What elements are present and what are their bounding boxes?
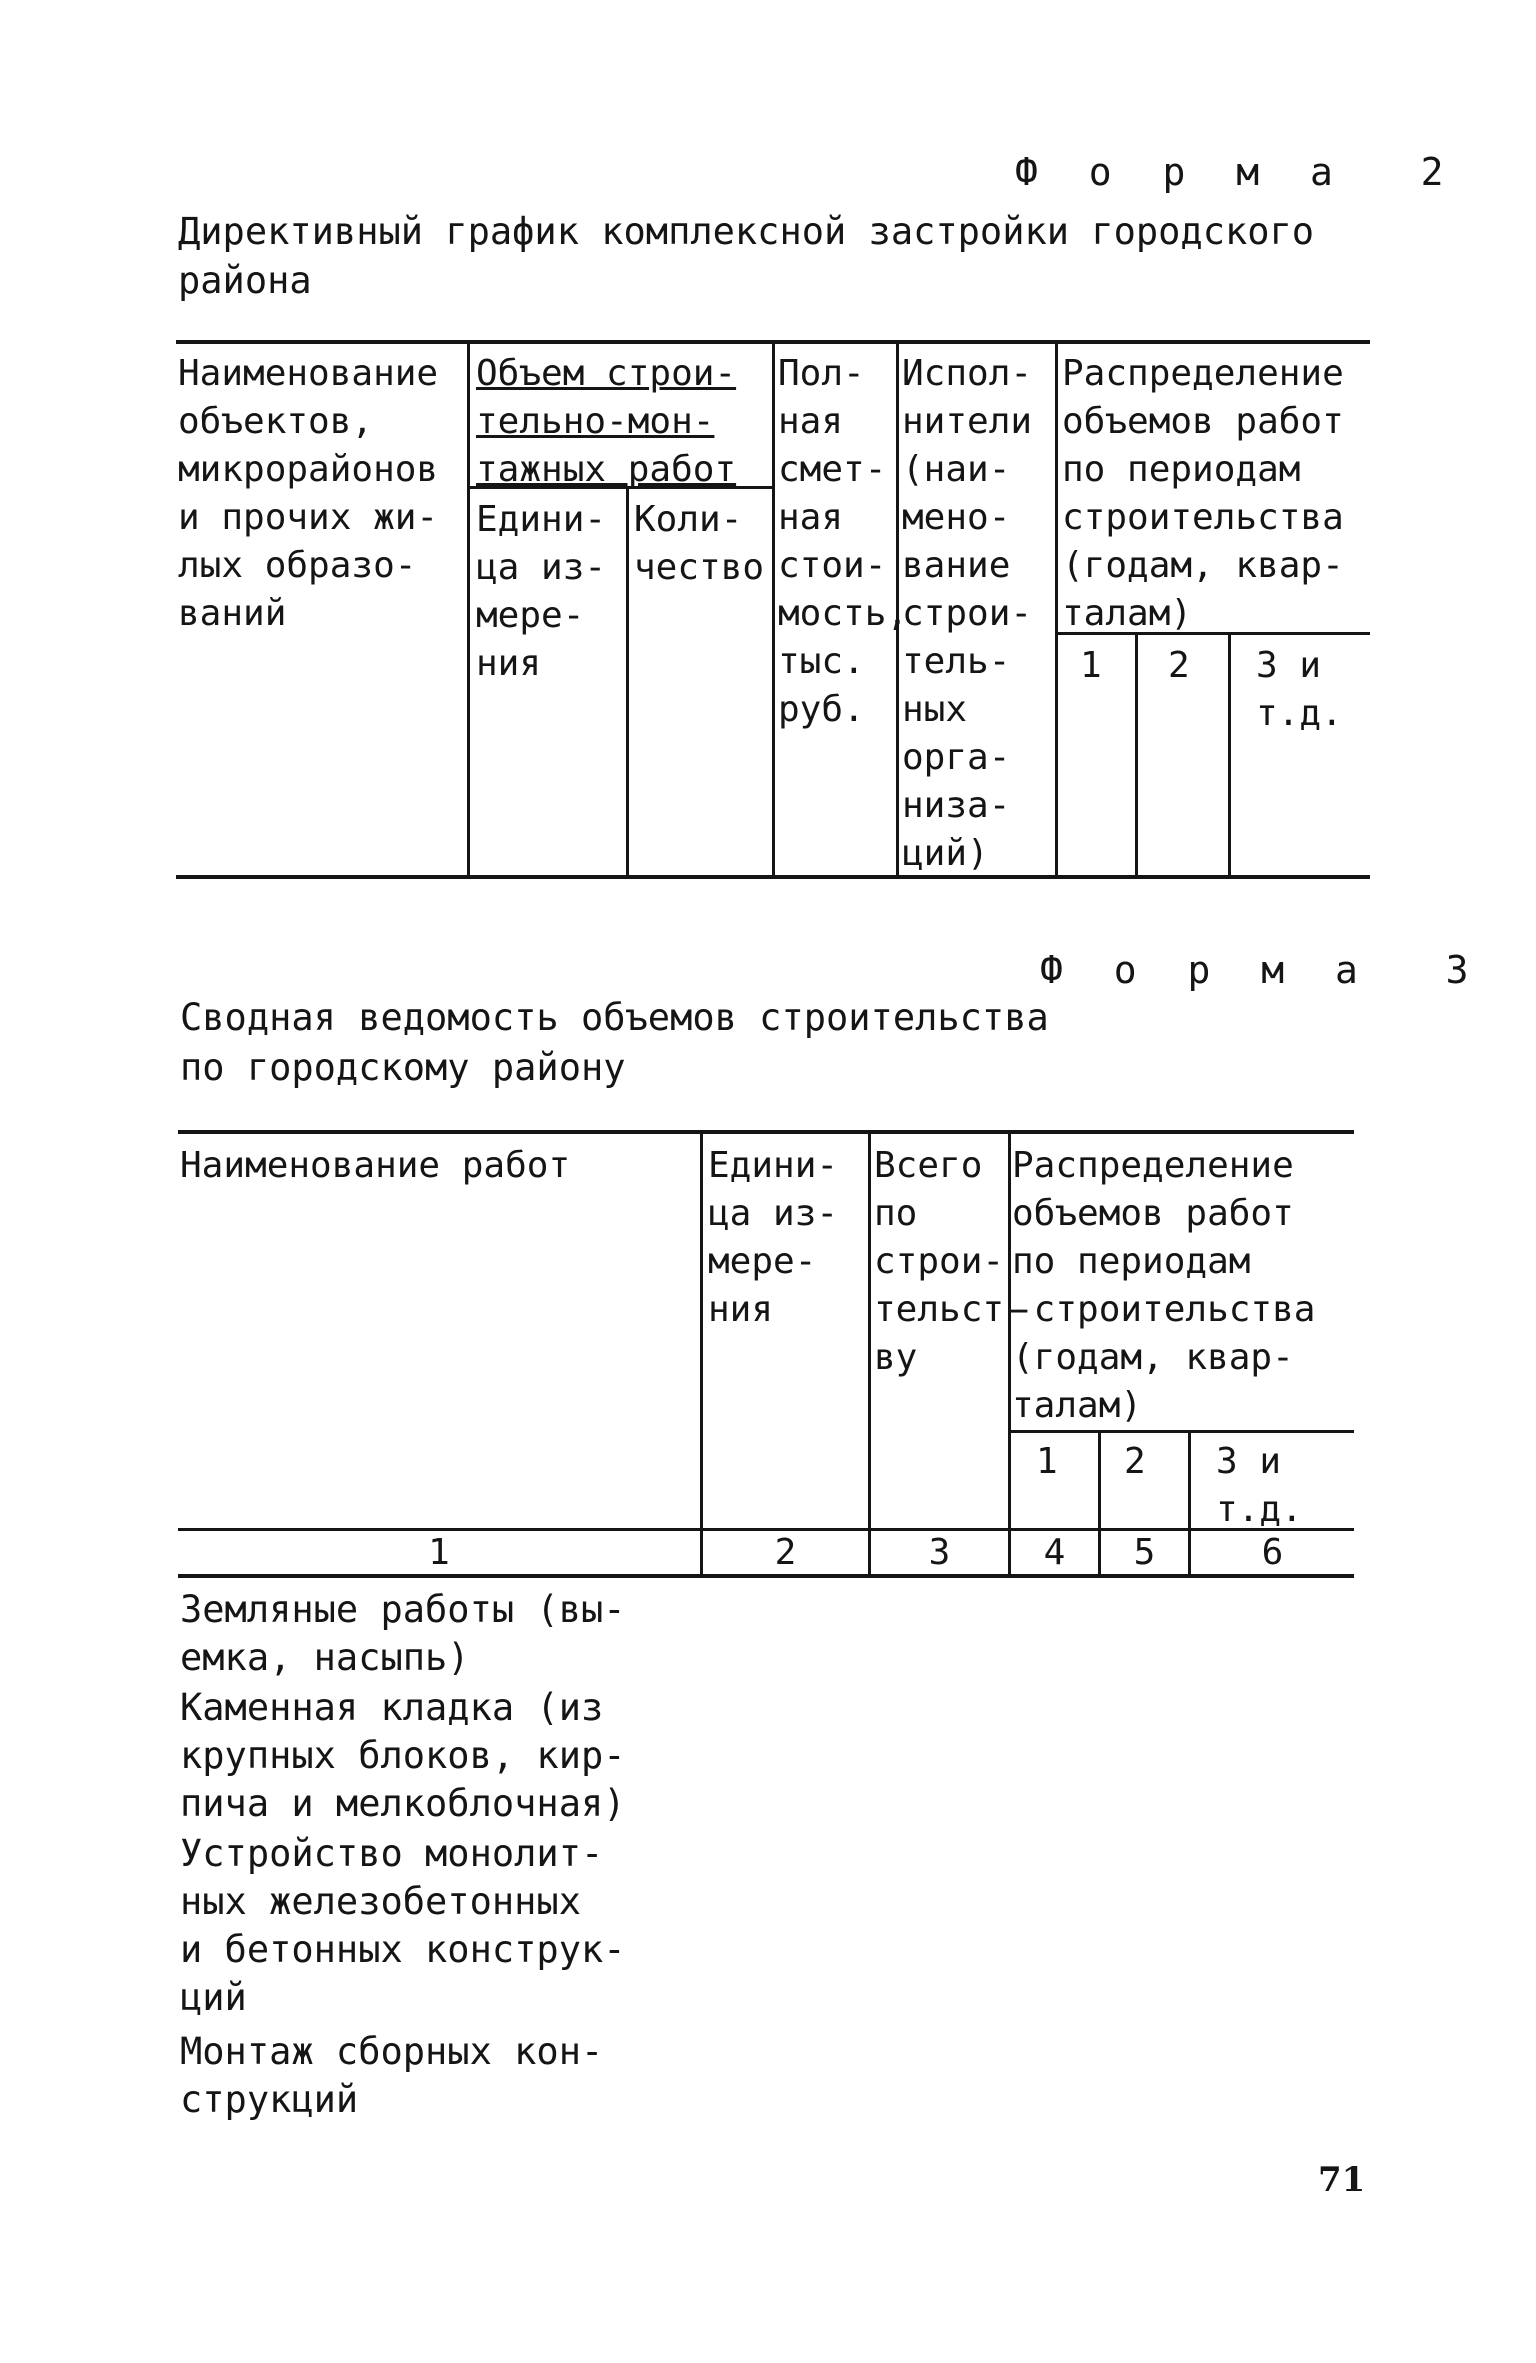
form2-col-name: Наименование объектов, микрорайонов и прочих жи- лых образо- ваний bbox=[178, 353, 439, 634]
form3-row: Устройство монолит- ных железобетонных и бетонных конструк- ций bbox=[180, 1832, 626, 2019]
form2-col-unit: Едини- ца из- мере- ния bbox=[476, 499, 607, 684]
form2-col-volume: Объем строи- тельно-мон- тажных работ bbox=[476, 353, 737, 490]
form2-col-quantity: Коли- чество bbox=[634, 499, 765, 588]
form2-bottom-rule bbox=[176, 875, 1370, 879]
form3-top-rule bbox=[178, 1130, 1354, 1134]
form3-colnum: 6 bbox=[1261, 1532, 1284, 1573]
form3-row: Монтаж сборных кон- струкций bbox=[180, 2030, 604, 2121]
form2-vline bbox=[772, 344, 775, 875]
form3-vline bbox=[868, 1134, 871, 1577]
form2-col-executors: Испол- нители (наи- мено- вание строи- тель- ных орга- низа- ций) bbox=[902, 353, 1033, 874]
form3-colnum: 4 bbox=[1043, 1532, 1066, 1573]
form3-col-total: Всего по строи- тельст- ву bbox=[874, 1145, 1026, 1378]
form3-col-period-1: 1 bbox=[1036, 1441, 1058, 1482]
form3-colnum: 2 bbox=[774, 1532, 797, 1573]
form2-vline bbox=[1135, 634, 1138, 875]
form2-col-period-3: 3 и т.д. bbox=[1256, 645, 1343, 734]
form2-vline bbox=[626, 488, 629, 875]
form3-col-unit: Едини- ца из- мере- ния bbox=[708, 1145, 839, 1330]
form2-col-cost: Пол- ная смет- ная стои- мость, тыс. руб. bbox=[778, 353, 909, 730]
form3-col-period-3: 3 и т.д. bbox=[1216, 1441, 1303, 1530]
form3-colnum: 1 bbox=[428, 1532, 450, 1573]
form3-col-distribution: Распределение объемов работ по периодам -строительства (годам, квар- талам) bbox=[1012, 1145, 1316, 1426]
form2-title-line2: района bbox=[178, 259, 312, 302]
form3-col-name: Наименование работ bbox=[180, 1145, 571, 1186]
form3-row: Земляные работы (вы- емка, насыпь) bbox=[180, 1588, 626, 1679]
form2-vline bbox=[1228, 634, 1231, 875]
form3-vline bbox=[700, 1134, 703, 1577]
form3-period-divider bbox=[1010, 1430, 1354, 1433]
form2-col-period-2: 2 bbox=[1168, 645, 1190, 686]
form3-header-bottom-rule bbox=[178, 1528, 1354, 1531]
form3-col-period-2: 2 bbox=[1124, 1441, 1146, 1482]
form2-vline bbox=[1055, 344, 1058, 875]
form2-vline bbox=[467, 344, 470, 875]
form2-title-line1: Директивный график комплексной застройки городского bbox=[178, 210, 1315, 253]
form3-colnum: 5 bbox=[1133, 1532, 1156, 1573]
form3-label: Ф о р м а 3 bbox=[1040, 948, 1483, 992]
page-number: 71 bbox=[1318, 2160, 1366, 2200]
form2-col-distribution: Распределение объемов работ по периодам строительства (годам, квар- талам) bbox=[1062, 353, 1344, 634]
form3-numbers-bottom-rule bbox=[178, 1574, 1354, 1578]
form3-title-line1: Сводная ведомость объемов строительства bbox=[180, 996, 1049, 1039]
form3-row: Каменная кладка (из крупных блоков, кир- пича и мелкоблочная) bbox=[180, 1686, 626, 1825]
form3-colnum: 3 bbox=[928, 1532, 951, 1573]
form2-label: Ф о р м а 2 bbox=[1015, 150, 1458, 194]
form3-title-line2: по городскому району bbox=[180, 1046, 626, 1089]
form2-col-period-1: 1 bbox=[1080, 645, 1102, 686]
